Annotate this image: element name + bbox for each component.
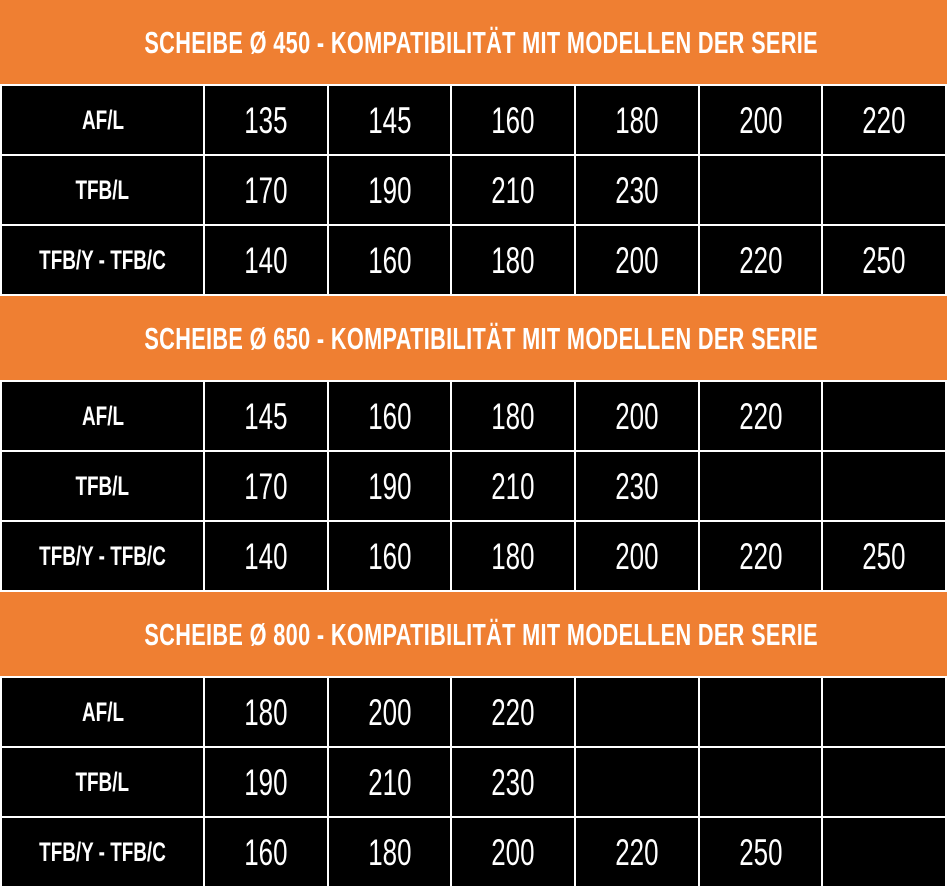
value-cell — [823, 452, 945, 520]
model-value: 170 — [244, 465, 288, 507]
value-cell — [576, 748, 698, 816]
model-value: 200 — [738, 99, 783, 141]
row-label: AF/L — [81, 104, 124, 135]
value-cell — [700, 748, 822, 816]
row-label: AF/L — [81, 696, 124, 727]
value-cell — [576, 156, 698, 224]
row-label-cell — [2, 522, 203, 590]
model-value: 220 — [615, 831, 659, 873]
model-value: 180 — [367, 831, 412, 873]
value-cell — [823, 818, 945, 886]
value-cell — [205, 522, 327, 590]
section-title-bar — [0, 296, 947, 380]
row-label-cell — [2, 226, 203, 294]
model-value: 210 — [367, 761, 412, 803]
value-cell — [700, 86, 822, 154]
value-cell — [452, 382, 574, 450]
value-cell — [452, 678, 574, 746]
section-title-bar — [0, 0, 947, 84]
value-cell — [205, 226, 327, 294]
model-value: 210 — [491, 169, 535, 211]
row-label: TFB/Y - TFB/C — [39, 244, 166, 275]
section-scheibe-650 — [0, 296, 947, 592]
value-cell — [205, 452, 327, 520]
value-cell — [205, 678, 327, 746]
model-value: 200 — [367, 691, 412, 733]
value-cell — [329, 382, 451, 450]
value-cell — [700, 452, 822, 520]
value-cell — [329, 678, 451, 746]
model-value: 200 — [615, 239, 659, 281]
model-value: 230 — [615, 169, 659, 211]
model-value: 140 — [244, 239, 288, 281]
row-label-cell — [2, 86, 203, 154]
model-value: 160 — [244, 831, 288, 873]
value-cell — [700, 382, 822, 450]
value-cell — [700, 156, 822, 224]
value-cell — [823, 678, 945, 746]
section-title: SCHEIBE Ø 650 - KOMPATIBILITÄT MIT MODELLEN DER SERIE — [144, 320, 818, 356]
value-cell — [205, 748, 327, 816]
row-label: TFB/Y - TFB/C — [39, 540, 166, 571]
model-value: 160 — [367, 535, 412, 577]
compat-table-650 — [0, 380, 947, 592]
section-title: SCHEIBE Ø 800 - KOMPATIBILITÄT MIT MODELLEN DER SERIE — [144, 616, 818, 652]
value-cell — [205, 86, 327, 154]
model-value: 200 — [491, 831, 535, 873]
value-cell — [823, 522, 945, 590]
value-cell — [329, 522, 451, 590]
model-value: 180 — [244, 691, 288, 733]
row-label-cell — [2, 156, 203, 224]
value-cell — [329, 452, 451, 520]
row-label: TFB/L — [75, 174, 130, 205]
value-cell — [329, 818, 451, 886]
value-cell — [452, 156, 574, 224]
row-label-cell — [2, 452, 203, 520]
model-value: 200 — [615, 535, 659, 577]
row-label: TFB/L — [75, 470, 130, 501]
model-value: 160 — [367, 395, 412, 437]
value-cell — [576, 86, 698, 154]
value-cell — [205, 156, 327, 224]
value-cell — [452, 818, 574, 886]
row-label: TFB/Y - TFB/C — [39, 836, 166, 867]
section-scheibe-450 — [0, 0, 947, 296]
model-value: 145 — [244, 395, 288, 437]
value-cell — [329, 748, 451, 816]
model-value: 220 — [862, 99, 906, 141]
value-cell — [452, 226, 574, 294]
model-value: 250 — [738, 831, 783, 873]
row-label: TFB/L — [75, 766, 130, 797]
value-cell — [823, 748, 945, 816]
value-cell — [452, 86, 574, 154]
model-value: 140 — [244, 535, 288, 577]
model-value: 180 — [491, 535, 535, 577]
value-cell — [576, 818, 698, 886]
value-cell — [452, 748, 574, 816]
model-value: 190 — [367, 169, 412, 211]
model-value: 250 — [862, 239, 906, 281]
value-cell — [700, 226, 822, 294]
model-value: 220 — [738, 535, 783, 577]
section-scheibe-800 — [0, 592, 947, 888]
section-header — [0, 592, 947, 676]
compat-table-450 — [0, 84, 947, 296]
value-cell — [823, 86, 945, 154]
value-cell — [823, 156, 945, 224]
value-cell — [205, 818, 327, 886]
model-value: 180 — [491, 395, 535, 437]
value-cell — [823, 226, 945, 294]
row-label-cell — [2, 678, 203, 746]
model-value: 250 — [862, 535, 906, 577]
value-cell — [700, 678, 822, 746]
value-cell — [329, 226, 451, 294]
section-header — [0, 296, 947, 380]
model-value: 190 — [244, 761, 288, 803]
model-value: 220 — [491, 691, 535, 733]
model-value: 230 — [615, 465, 659, 507]
model-value: 200 — [615, 395, 659, 437]
value-cell — [452, 522, 574, 590]
value-cell — [576, 382, 698, 450]
value-cell — [823, 382, 945, 450]
value-cell — [700, 818, 822, 886]
value-cell — [700, 522, 822, 590]
section-title-bar — [0, 592, 947, 676]
value-cell — [205, 382, 327, 450]
row-label-cell — [2, 748, 203, 816]
row-label: AF/L — [81, 400, 124, 431]
model-value: 160 — [367, 239, 412, 281]
row-label-cell — [2, 382, 203, 450]
model-value: 220 — [738, 395, 783, 437]
value-cell — [329, 156, 451, 224]
value-cell — [576, 522, 698, 590]
value-cell — [452, 452, 574, 520]
model-value: 180 — [615, 99, 659, 141]
model-value: 135 — [244, 99, 288, 141]
model-value: 180 — [491, 239, 535, 281]
model-value: 170 — [244, 169, 288, 211]
section-header — [0, 0, 947, 84]
row-label-cell — [2, 818, 203, 886]
model-value: 160 — [491, 99, 535, 141]
model-value: 220 — [738, 239, 783, 281]
value-cell — [576, 226, 698, 294]
model-value: 230 — [491, 761, 535, 803]
value-cell — [329, 86, 451, 154]
model-value: 210 — [491, 465, 535, 507]
compat-table-800 — [0, 676, 947, 888]
value-cell — [576, 678, 698, 746]
model-value: 145 — [367, 99, 412, 141]
value-cell — [576, 452, 698, 520]
section-title: SCHEIBE Ø 450 - KOMPATIBILITÄT MIT MODELLEN DER SERIE — [144, 24, 818, 60]
model-value: 190 — [367, 465, 412, 507]
